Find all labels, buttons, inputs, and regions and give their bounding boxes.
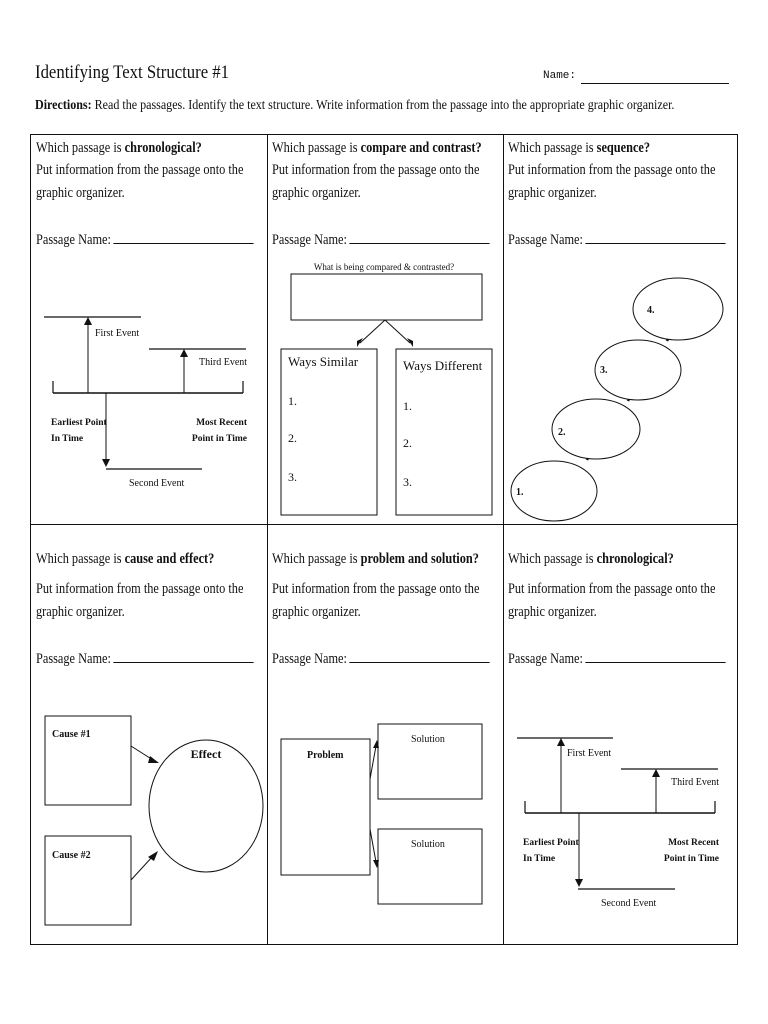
third-event-label: Third Event — [671, 777, 720, 788]
passage-name-label: Passage Name: — [508, 651, 583, 667]
first-event-label: First Event — [95, 328, 140, 339]
name-field-line[interactable] — [581, 83, 729, 84]
earliest-label: Earliest Point — [51, 418, 107, 428]
structure-name: chronological? — [596, 551, 674, 567]
passage-name-label: Passage Name: — [36, 651, 111, 667]
similar-heading: Ways Similar — [288, 354, 359, 369]
sequence-step-3[interactable] — [595, 340, 681, 400]
different-item: 1. — [403, 399, 412, 413]
step-number: 2. — [558, 427, 566, 438]
recent-label: Most Recent — [196, 418, 247, 428]
question-prefix: Which passage is — [508, 140, 597, 156]
earliest-label: In Time — [51, 434, 84, 444]
question-prefix: Which passage is — [508, 551, 597, 567]
third-event-label: Third Event — [199, 357, 248, 368]
recent-label: Most Recent — [668, 838, 719, 848]
similar-item: 2. — [288, 431, 297, 445]
solution-label: Solution — [411, 839, 445, 850]
arrowhead-up — [180, 349, 188, 357]
problem-solution-organizer — [267, 524, 503, 913]
instruction: Put information from the passage onto the graphic organizer. — [508, 162, 716, 201]
passage-name-label: Passage Name: — [272, 232, 347, 248]
topic-box[interactable] — [291, 274, 482, 320]
instruction: Put information from the passage onto the graphic organizer. — [272, 581, 480, 620]
similar-item: 1. — [288, 394, 297, 408]
sequence-organizer — [503, 135, 739, 524]
arrowhead-up — [557, 738, 565, 746]
instruction: Put information from the passage onto the graphic organizer. — [36, 581, 244, 620]
cause-1-label: Cause #1 — [52, 729, 91, 740]
name-label: Name: — [543, 70, 577, 82]
arrowhead — [148, 756, 159, 763]
question-prefix: Which passage is — [272, 140, 361, 156]
arrowhead — [357, 338, 363, 347]
question-prefix: Which passage is — [36, 140, 125, 156]
timeline-organizer — [503, 524, 739, 913]
cause-effect-organizer — [31, 524, 267, 913]
structure-name: problem and solution? — [360, 551, 479, 567]
structure-name: chronological? — [124, 140, 202, 156]
first-event-label: First Event — [567, 748, 612, 759]
earliest-label: In Time — [523, 854, 556, 864]
second-event-label: Second Event — [129, 478, 185, 489]
different-box[interactable] — [396, 349, 492, 515]
solution-label: Solution — [411, 734, 445, 745]
arrowhead-up — [652, 769, 660, 777]
question-prefix: Which passage is — [272, 551, 361, 567]
passage-name-label: Passage Name: — [508, 232, 583, 248]
directions-label: Directions: — [35, 98, 92, 113]
compare-contrast-organizer — [267, 135, 503, 524]
cell-compare-contrast — [267, 135, 503, 524]
step-number: 4. — [647, 305, 655, 316]
different-item: 2. — [403, 436, 412, 450]
directions — [35, 98, 674, 114]
cause-arrow — [131, 856, 153, 880]
instruction: Put information from the passage onto the graphic organizer. — [272, 162, 480, 201]
branch-line — [360, 320, 385, 343]
cause-2-label: Cause #2 — [52, 850, 91, 861]
timeline-organizer — [31, 135, 267, 524]
solution-arrow — [370, 829, 376, 862]
different-heading: Ways Different — [403, 358, 483, 373]
organizer-grid — [30, 134, 738, 945]
arrowhead-down — [102, 459, 110, 467]
structure-name: sequence? — [596, 140, 651, 156]
recent-label: Point in Time — [663, 854, 719, 864]
compare-question: What is being compared & contrasted? — [313, 262, 455, 272]
arrowhead-down — [575, 879, 583, 887]
recent-label: Point in Time — [191, 434, 247, 444]
cell-cause-effect — [31, 524, 267, 913]
sequence-step-1[interactable] — [511, 461, 597, 521]
step-number: 1. — [516, 487, 524, 498]
instruction: Put information from the passage onto the graphic organizer. — [36, 162, 244, 201]
step-number: 3. — [600, 365, 608, 376]
cell-chronological-bottom — [503, 524, 739, 913]
arrowhead — [407, 338, 413, 347]
worksheet-title: Identifying Text Structure #1 — [35, 62, 230, 83]
branch-line — [385, 320, 410, 343]
second-event-label: Second Event — [601, 898, 657, 909]
structure-name: compare and contrast? — [360, 140, 482, 156]
passage-name-label: Passage Name: — [36, 232, 111, 248]
solution-arrow — [370, 746, 376, 779]
instruction: Put information from the passage onto the graphic organizer. — [508, 581, 716, 620]
effect-label: Effect — [190, 747, 222, 761]
directions-text: Read the passages. Identify the text structure. Write information from the passage into the appropriate graphic organizer. — [91, 98, 675, 113]
cell-sequence — [503, 135, 739, 524]
arrowhead-up — [84, 317, 92, 325]
cell-problem-solution — [267, 524, 503, 913]
earliest-label: Earliest Point — [523, 838, 579, 848]
cell-chronological-top — [31, 135, 267, 524]
question-prefix: Which passage is — [36, 551, 125, 567]
structure-name: cause and effect? — [124, 551, 215, 567]
problem-label: Problem — [307, 750, 344, 761]
similar-item: 3. — [288, 470, 297, 484]
passage-name-label: Passage Name: — [272, 651, 347, 667]
different-item: 3. — [403, 475, 412, 489]
